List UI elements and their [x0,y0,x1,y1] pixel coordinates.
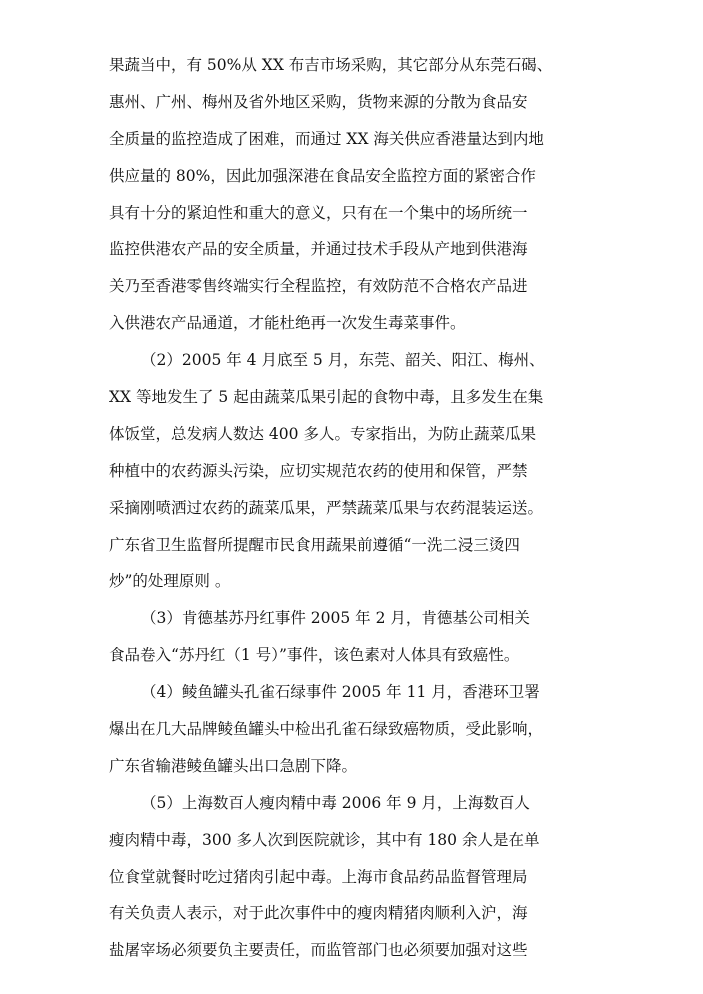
text-line: 瘦肉精中毒，300 多人次到医院就诊，其中有 180 余人是在单 [109,830,540,849]
text-line: 盐屠宰场必须要负主要责任，而监管部门也必须要加强对这些 [109,941,528,960]
paragraph-start-line: （5）上海数百人瘦肉精中毒 2006 年 9 月，上海数百人 [141,793,530,812]
paragraph-start-line: （2）2005 年 4 月底至 5 月，东莞、韶关、阳江、梅州、 [141,351,545,370]
text-line: 种植中的农药源头污染，应切实规范农药的使用和保管，严禁 [109,461,528,480]
text-line: 位食堂就餐时吃过猪肉引起中毒。上海市食品药品监督管理局 [109,867,528,886]
text-line: 食品卷入“苏丹红（1 号）”事件，该色素对人体具有致癌性。 [109,646,520,665]
text-line: XX 等地发生了 5 起由蔬菜瓜果引起的食物中毒，且多发生在集 [109,388,544,407]
text-line: 广东省卫生监督所提醒市民食用蔬果前遵循“一洗二浸三烫四 [109,535,520,554]
text-line: 爆出在几大品牌鲮鱼罐头中检出孔雀石绿致癌物质，受此影响， [109,720,544,739]
text-line: 体饭堂，总发病人数达 400 多人。专家指出，为防止蔬菜瓜果 [109,424,536,443]
text-line: 监控供港农产品的安全质量，并通过技术手段从产地到供港海 [109,240,528,259]
text-line: 入供港农产品通道，才能杜绝再一次发生毒菜事件。 [109,314,466,333]
text-line: 全质量的监控造成了困难，而通过 XX 海关供应香港量达到内地 [109,129,544,148]
document-page [109,50,599,972]
text-line: 供应量的 80%，因此加强深港在食品安全监控方面的紧密合作 [109,166,536,185]
text-line: 果蔬当中，有 50%从 XX 布吉市场采购，其它部分从东莞石碣、 [109,56,553,74]
text-line: 具有十分的紧迫性和重大的意义，只有在一个集中的场所统一 [109,203,528,222]
paragraph-start-line: （3）肯德基苏丹红事件 2005 年 2 月，肯德基公司相关 [141,609,530,628]
text-line: 炒”的处理原则 。 [109,572,231,591]
paragraph-start-line: （4）鲮鱼罐头孔雀石绿事件 2005 年 11 月，香港环卫署 [141,683,540,702]
text-line: 惠州、广州、梅州及省外地区采购，货物来源的分散为食品安 [109,92,528,111]
text-line: 广东省输港鲮鱼罐头出口急剧下降。 [109,756,358,775]
text-line: 关乃至香港零售终端实行全程监控，有效防范不合格农产品进 [109,277,528,296]
text-line: 有关负责人表示，对于此次事件中的瘦肉精猪肉顺利入沪，海 [109,904,528,923]
text-line: 采摘刚喷洒过农药的蔬菜瓜果，严禁蔬菜瓜果与农药混装运送。 [109,498,544,517]
